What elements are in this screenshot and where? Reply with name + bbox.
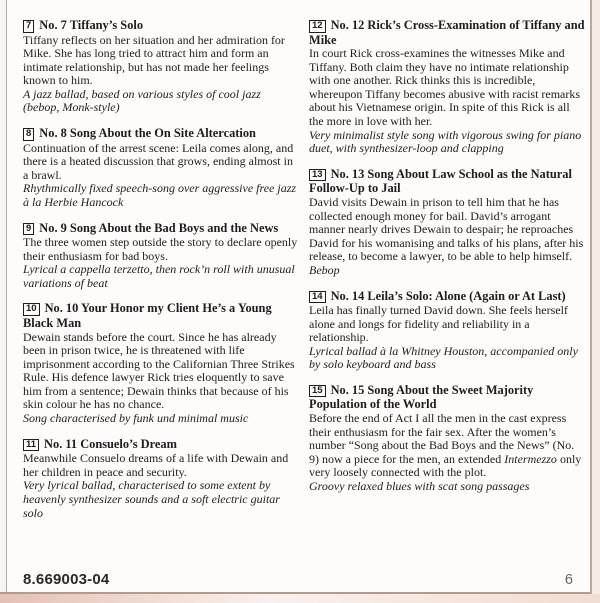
track-description: The three women step outside the story to declare openly their enthusiasm for bad boys.	[23, 235, 298, 263]
track-style-note: A jazz ballad, based on various styles of cool jazz (bebop, Monk-style)	[23, 86, 261, 115]
page-edge-bottom-margin	[0, 594, 600, 603]
track-description: Dewain stands before the court. Since he has already been in prison twice, he is threatened with life imprisonment according to the Californian Three Strikes Rule. His defence lawyer Rick tries eloquently to save him from a sentence; Dewain thinks that because of his skin colour he has no chance.	[23, 329, 295, 412]
track-title-text: No. 12 Rick’s Cross-Examination of Tiffany and Mike	[309, 18, 585, 47]
track-number-box: 15	[309, 385, 326, 398]
track-title	[309, 19, 586, 47]
track-description: In court Rick cross-examines the witnesses Mike and Tiffany. Both claim they have no intimate relationship with one another. Rick thinks this is incredible, whereupon Tiffany becomes abusive with racist remarks about his Vietnamese origin. In spite of this Rick is all the more in love with her.	[309, 46, 581, 129]
column-left	[23, 19, 300, 520]
track-entry	[23, 127, 300, 209]
track-style-note: Bebop	[309, 262, 340, 277]
track-title-text: No. 14 Leila’s Solo: Alone (Again or At Last)	[330, 288, 566, 303]
track-description: Leila has finally turned David down. She feels herself alone and longs for fidelity and reliability in a relationship.	[309, 303, 568, 345]
track-title	[23, 302, 300, 330]
track-number-box: 12	[309, 20, 326, 33]
track-style-note: Lyrical ballad à la Whitney Houston, accompanied only by solo keyboard and bass	[309, 343, 578, 372]
track-entry	[23, 19, 300, 115]
track-description: Before the end of Act I all the men in the cast express their enthusiasm for the fair sex. After the women’s number “Song about the Bad Boys and the News” (No. 9) now a piece for the men, an extended Intermezzo only very loosely connected with the plot.	[309, 411, 582, 480]
track-title-text: No. 11 Consuelo’s Dream	[44, 436, 177, 451]
track-title	[23, 19, 300, 34]
track-title-text: No. 13 Song About Law School as the Natural Follow-Up to Jail	[309, 166, 572, 196]
track-title	[23, 222, 300, 237]
catalog-number: 8.669003-04	[23, 571, 110, 588]
track-title-text: No. 8 Song About the On Site Altercation	[39, 126, 256, 141]
track-entry	[23, 222, 300, 291]
track-entry	[309, 290, 586, 372]
track-number-box: 7	[23, 20, 34, 33]
track-description: Tiffany reflects on her situation and her admiration for Mike. She has long tried to attract him and form an intimate relationship, but has not made her feelings known to him.	[23, 32, 285, 88]
track-title	[23, 438, 300, 453]
track-number-box: 11	[23, 439, 39, 452]
track-description: David visits Dewain in prison to tell him that he has collected enough money for bail. David’s arrogant manner nearly drives Dewain to despair; he reproaches David for his womanising and talks of his plans, after his release, to become a lawyer, to be able to help himself.	[309, 194, 584, 264]
track-title	[309, 290, 586, 305]
track-style-note: Groovy relaxed blues with scat song passages	[309, 479, 530, 494]
page-edge-bottom-line	[0, 592, 590, 594]
column-right	[309, 19, 586, 520]
track-number-box: 10	[23, 303, 40, 316]
track-style-note: Lyrical a cappella terzetto, then rock’n roll with unusual variations of beat	[23, 262, 295, 290]
track-style-note: Very minimalist style song with vigorous swing for piano duet, with synthesizer-loop and clapping	[309, 127, 582, 156]
track-title-text: No. 7 Tiffany’s Solo	[39, 18, 144, 32]
track-entry	[23, 438, 300, 520]
track-entry	[309, 384, 586, 494]
page-number: 6	[564, 572, 573, 588]
track-title	[309, 384, 586, 412]
text-columns	[23, 19, 586, 520]
page-edge-right-margin	[592, 0, 600, 603]
track-number-box: 14	[309, 291, 326, 304]
track-title-text: No. 15 Song About the Sweet Majority Population of the World	[309, 382, 534, 412]
track-entry	[23, 302, 300, 425]
track-title	[309, 168, 586, 196]
track-style-note: Song characterised by funk und minimal music	[23, 411, 249, 426]
track-number-box: 13	[309, 169, 326, 182]
track-title-text: No. 10 Your Honor my Client He’s a Young Black Man	[23, 301, 272, 330]
track-entry	[309, 168, 586, 278]
track-style-note: Very lyrical ballad, characterised to some extent by heavenly synthesizer sounds and a soft electric guitar solo	[23, 478, 280, 520]
page-edge-right-line	[590, 0, 592, 594]
track-description: Continuation of the arrest scene: Leila comes along, and there is a heated discussion that grows, ending almost in a brawl.	[23, 140, 294, 182]
track-description: Meanwhile Consuelo dreams of a life with Dewain and her children in peace and security.	[23, 451, 289, 479]
track-number-box: 8	[23, 128, 34, 141]
page-edge-left-line	[6, 0, 7, 592]
track-number-box: 9	[23, 223, 34, 236]
track-entry	[309, 19, 586, 156]
track-title-text: No. 9 Song About the Bad Boys and the News	[39, 220, 279, 235]
track-title	[23, 127, 300, 142]
track-style-note: Rhythmically fixed speech-song over aggressive free jazz à la Herbie Hancock	[23, 181, 297, 209]
